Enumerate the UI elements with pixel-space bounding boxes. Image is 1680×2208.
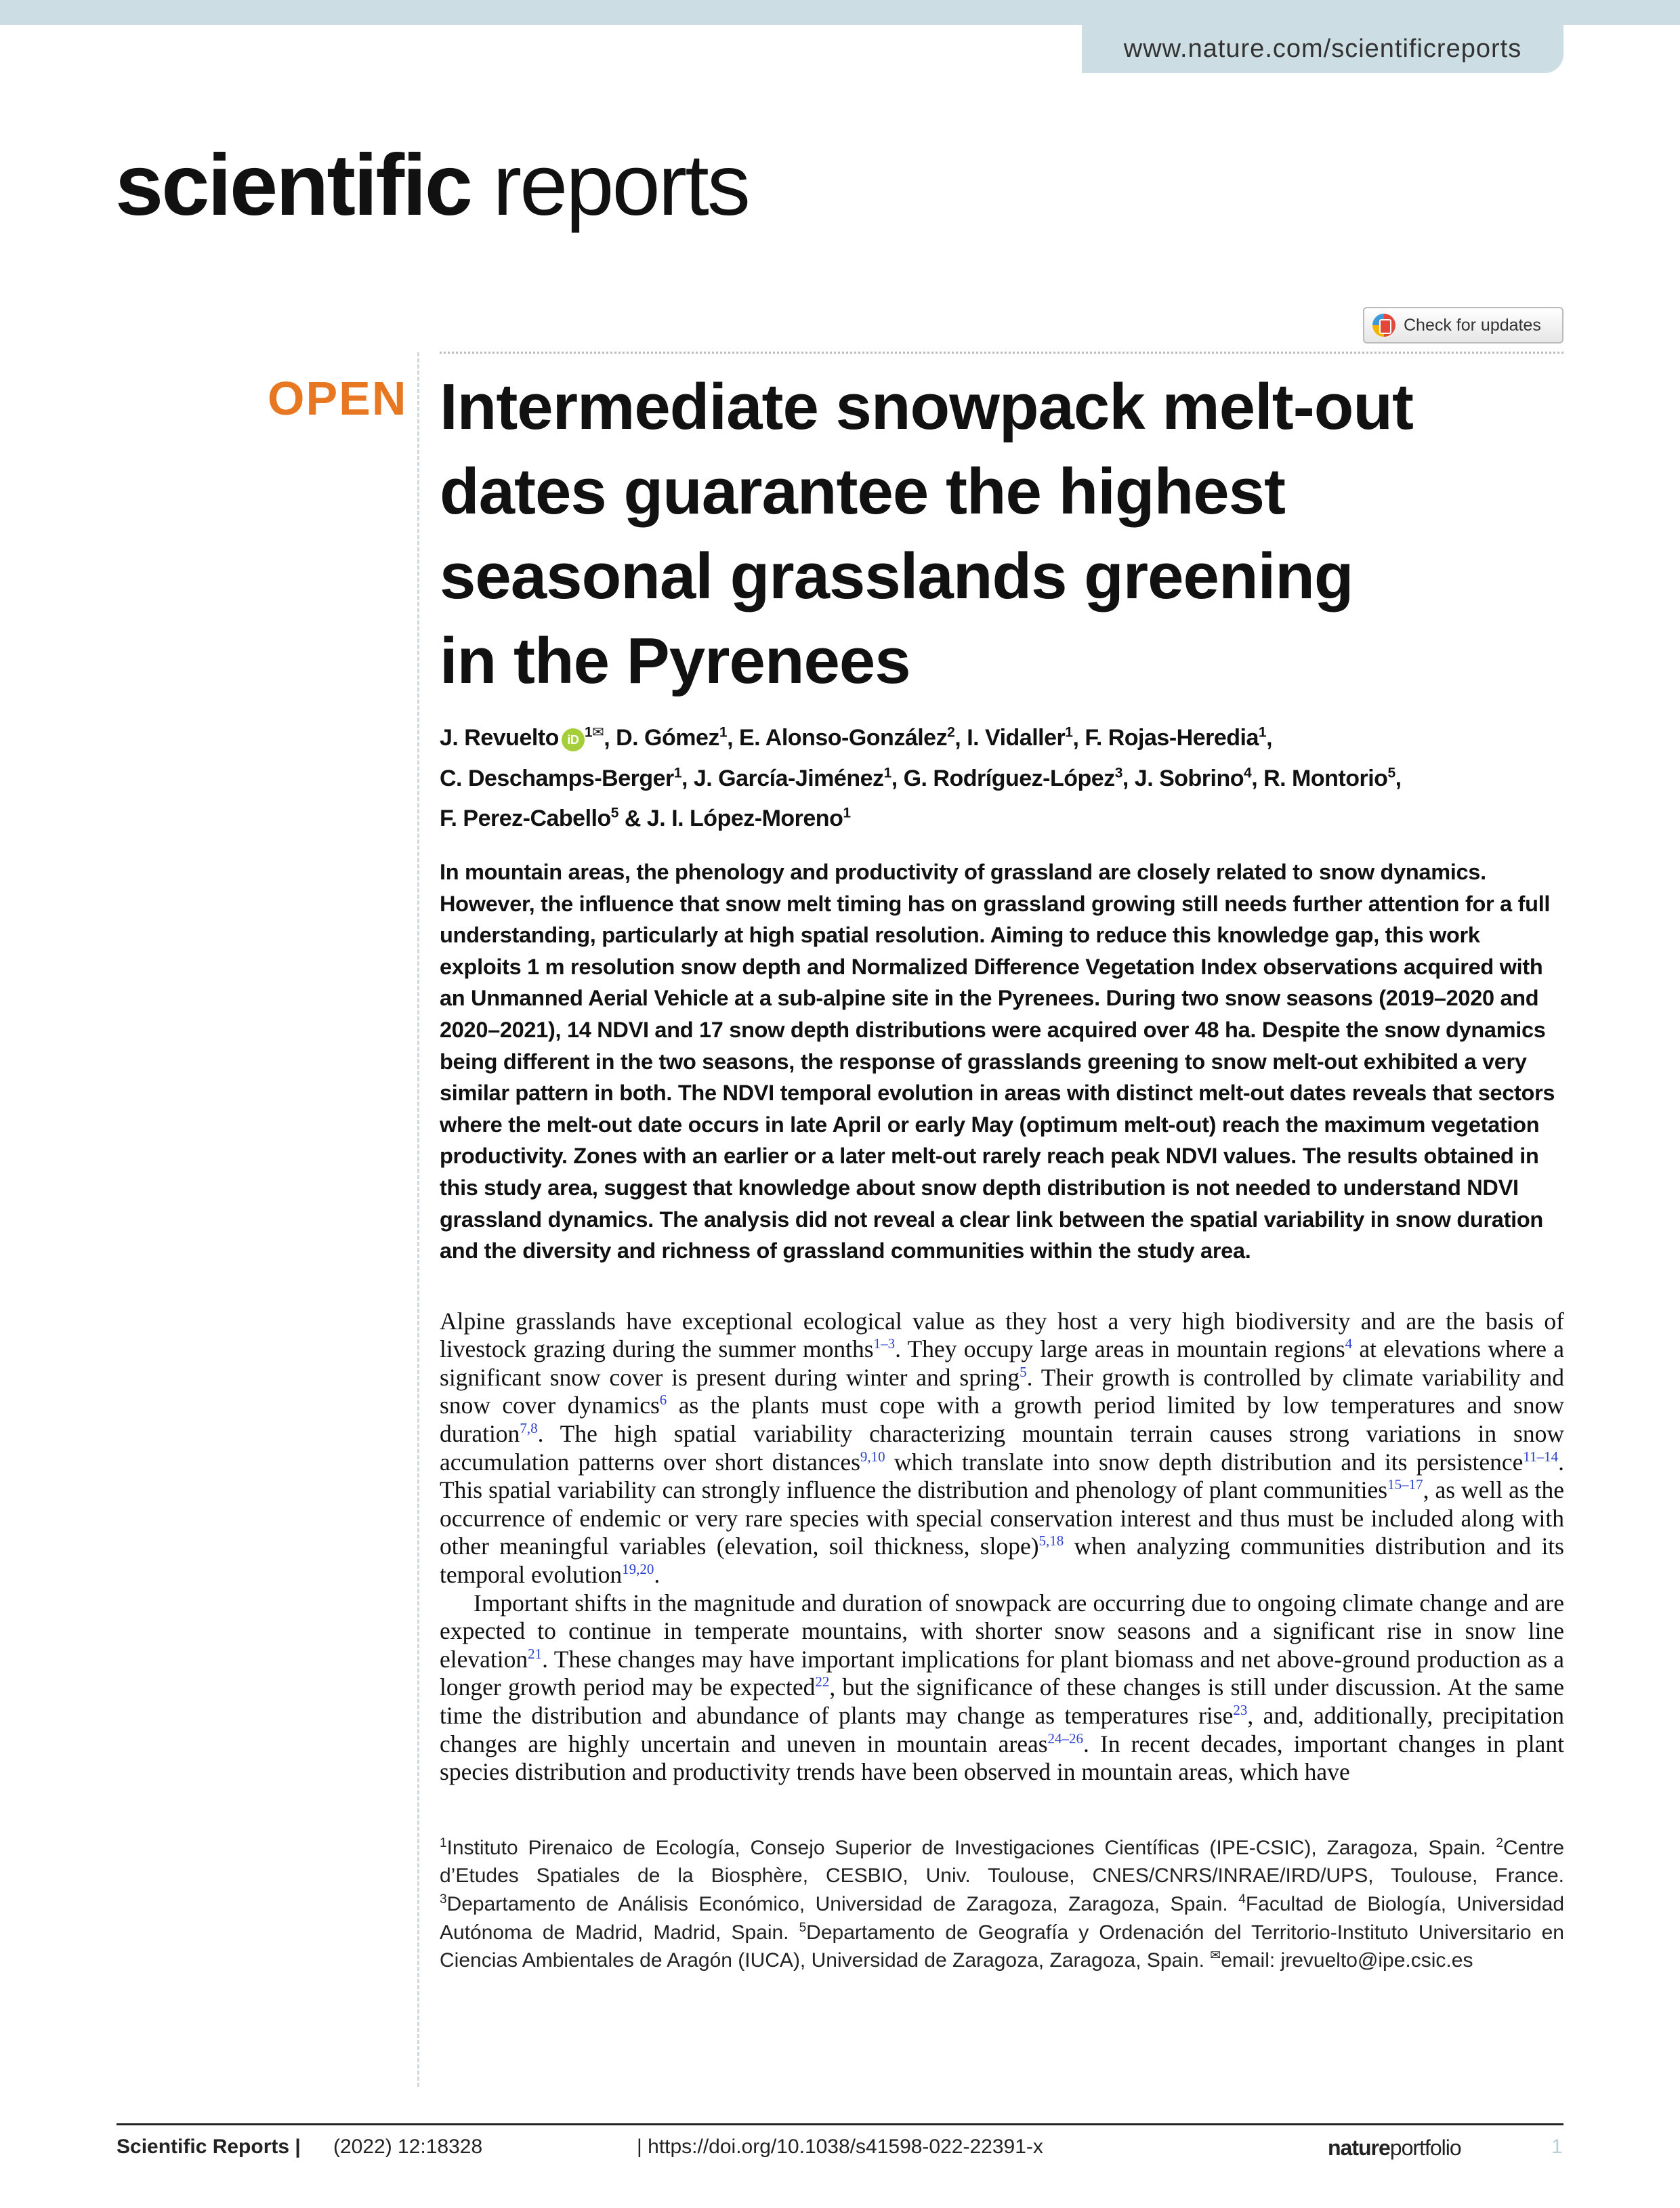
crossmark-icon [1372, 314, 1395, 337]
text-run: Important shifts in the magnitude and duration of snowpack are occurring due to ongoing climate change and are expected to continue in temperate mountains, with shorter snow seasons and a significant rise in snow line elevation [440, 1589, 1564, 1673]
check-updates-label: Check for updates [1404, 315, 1541, 335]
footer-rule [117, 2123, 1563, 2125]
author[interactable] [1135, 766, 1251, 791]
author-name: J. Revuelto [440, 725, 559, 751]
citation-link[interactable]: 5,18 [1038, 1533, 1064, 1549]
margin-rule [417, 352, 419, 2087]
abstract: In mountain areas, the phenology and productivity of grassland are closely related to snow dynamics. However, the influence that snow melt timing has on grassland growing still needs further attention for a full understanding, particularly at high spatial resolution. Aiming to reduce this knowledge gap, this work exploits 1 m resolution snow depth and Normalized Difference Vegetation Index observations acquired with an Unmanned Aerial Vehicle at a sub-alpine site in the Pyrenees. During two snow seasons (2019–2020 and 2020–2021), 14 NDVI and 17 snow depth distributions were acquired over 48 ha. Despite the snow dynamics being different in the two seasons, the response of grasslands greening to snow melt-out exhibited a very similar pattern in both. The NDVI temporal evolution in areas with distinct melt-out dates reveals that sectors where the melt-out date occurs in late April or early May (optimum melt-out) reach the maximum vegetation productivity. Zones with an earlier or a later melt-out rarely reach peak NDVI values. The results obtained in this study area, suggest that knowledge about snow depth distribution is not needed to understand NDVI grassland dynamics. The analysis did not reveal a clear link between the spatial variability in snow duration and the diversity and richness of grassland communities within the study area. [440, 859, 1555, 1264]
citation-link[interactable]: 4 [1345, 1335, 1353, 1352]
author-name: F. Perez-Cabello [440, 805, 611, 831]
author[interactable] [967, 725, 1072, 751]
citation-link[interactable]: 1–3 [873, 1335, 896, 1352]
citation-link[interactable]: 24–26 [1047, 1730, 1084, 1747]
citation-link[interactable]: 21 [528, 1646, 543, 1662]
citation-link[interactable]: 6 [659, 1392, 667, 1409]
text-run: at elevations where a significant snow cover is present during winter and spring [440, 1335, 1564, 1391]
affiliation-text: Instituto Pirenaico de Ecología, Consejo Superior de Investigaciones Científicas (IPE-CSIC), Zaragoza, Spain. [446, 1836, 1496, 1859]
author[interactable] [694, 766, 891, 791]
affiliation-marker: 1 [719, 725, 728, 741]
author-name: D. Gómez [616, 725, 719, 751]
text-run: . This spatial variability can strongly influence the distribution and phenology of plant communities [440, 1448, 1564, 1504]
article-column [440, 364, 1564, 2112]
author[interactable] [1085, 725, 1266, 751]
text-run: . Their growth is controlled by climate variability and snow cover dynamics [440, 1363, 1564, 1419]
text-run: as the plants must cope with a growth period limited by low temperatures and snow duration [440, 1392, 1565, 1448]
footer-journal: Scientific Reports | [117, 2136, 301, 2158]
citation-link[interactable]: 11–14 [1523, 1448, 1559, 1465]
logo-light: reports [492, 137, 749, 234]
author-name: E. Alonso-González [739, 725, 948, 751]
top-band [0, 0, 1680, 25]
author-name: C. Deschamps-Berger [440, 765, 674, 791]
affiliation-marker: 1 [883, 765, 891, 781]
affiliation-marker: 2 [947, 725, 955, 741]
citation-link[interactable]: 9,10 [860, 1448, 885, 1465]
affiliation-text[interactable]: email: jrevuelto@ipe.csic.es [1221, 1949, 1473, 1972]
text-run: , as well as the occurrence of endemic or very rare species with special conservation interest and thus must be included along with other meaningful variables (elevation, soil thickness, slope) [440, 1476, 1564, 1560]
text-run: Alpine grasslands have exceptional ecological value as they host a very high biodiversity and are the basis of livestock grazing during the summer months [440, 1307, 1564, 1363]
author-name: J. I. López-Moreno [646, 805, 843, 831]
affiliation-marker: 3 [1114, 765, 1122, 781]
citation-link[interactable]: 5 [1020, 1364, 1027, 1381]
email-icon[interactable]: ✉ [592, 725, 604, 741]
paragraph [440, 1589, 1564, 1787]
author-list: J. Revuelto iD $^{1✉}$, D. Gómez$^1$, E. Alonso-González$^2$, I. Vidaller$^1$, F. Rojas-Heredia$^1$, C. Deschamps-Berger$^1$, J. García-Jiménez$^1$, G. Rodríguez-López$^3$, J. Sobrino$^4$, R. Montorio$^5$, F. Perez-Cabello$^5$ & J. I. López-Moreno$^1$ [440, 725, 1402, 831]
citation-link[interactable]: 7,8 [520, 1420, 538, 1437]
text-run: , but the significance of these changes is still under discussion. At the same time the distribution and abundance of plants may change as temperatures rise [440, 1673, 1564, 1730]
author[interactable] [440, 766, 681, 791]
citation-link[interactable]: 15–17 [1387, 1476, 1423, 1493]
author[interactable] [904, 766, 1122, 791]
citation-link[interactable]: 23 [1233, 1702, 1248, 1719]
affiliation-marker: 5 [1387, 765, 1395, 781]
affiliation-number: 1 [440, 1835, 447, 1850]
divider [440, 352, 1563, 354]
orcid-icon[interactable]: iD [562, 728, 585, 751]
text-run: . In recent decades, important changes in plant species distribution and productivity trends have been observed in mountain areas, which have [440, 1730, 1564, 1786]
author-name: G. Rodríguez-López [903, 765, 1115, 791]
affiliation-number: 3 [440, 1892, 447, 1907]
paragraph [440, 1308, 1564, 1589]
author[interactable] [1263, 766, 1395, 791]
text-run: . They occupy large areas in mountain regions [895, 1335, 1345, 1363]
publisher-bold: nature [1328, 2136, 1390, 2160]
affiliations [440, 1834, 1564, 1975]
affiliation-text: Centre d’Etudes Spatiales de la Biosphère, CESBIO, Univ. Toulouse, CNES/CNRS/INRAE/IRD/UPS, Toulouse, France. [440, 1836, 1564, 1888]
affiliation-marker: 5 [610, 805, 618, 821]
author-name: J. García-Jiménez [693, 765, 884, 791]
journal-logo[interactable] [115, 136, 749, 235]
title-line: Intermediate snowpack melt-out [440, 371, 1413, 443]
title-line: in the Pyrenees [440, 625, 910, 697]
text-run: . The high spatial variability characterizing mountain terrain causes strong variations in snow accumulation patterns over short distances [440, 1420, 1564, 1476]
affiliation-text: Departamento de Geografía y Ordenación del Territorio-Instituto Universitario en Ciencias Ambientales de Aragón (IUCA), Universidad de Zaragoza, Zaragoza, Spain. [440, 1921, 1564, 1972]
text-run: when analyzing communities distribution and its temporal evolution [440, 1533, 1564, 1589]
affiliation-number: 2 [1496, 1835, 1503, 1850]
page-number: 1 [1551, 2136, 1563, 2158]
body-text [440, 1308, 1564, 1787]
title-line: seasonal grasslands greening [440, 540, 1353, 612]
author[interactable] [440, 725, 604, 751]
affiliation-marker: 1 [673, 765, 681, 781]
author[interactable] [647, 806, 851, 831]
affiliation-number: 5 [799, 1920, 807, 1935]
journal-url[interactable]: www.nature.com/scientificreports [1082, 25, 1563, 73]
citation-link[interactable]: 19,20 [622, 1561, 654, 1578]
affiliation-number: ✉ [1210, 1949, 1221, 1963]
affiliation-marker: 1 [1258, 725, 1267, 741]
affiliation-marker: 4 [1244, 765, 1252, 781]
author[interactable] [440, 806, 618, 831]
publisher-logo [1328, 2136, 1461, 2161]
title-line: dates guarantee the highest [440, 455, 1285, 528]
author[interactable] [616, 725, 727, 751]
open-access-label: OPEN [268, 372, 408, 425]
affiliation-marker: 1 [843, 805, 851, 821]
author-name: R. Montorio [1263, 765, 1388, 791]
article-title [440, 364, 1564, 703]
text-run: . [654, 1561, 660, 1589]
affiliation-marker: 1 [584, 725, 593, 741]
logo-bold: scientific [115, 137, 471, 234]
affiliation-number: 4 [1238, 1892, 1246, 1907]
author-name: F. Rojas-Heredia [1085, 725, 1259, 751]
text-run: . These changes may have important implications for plant biomass and net above-ground production as a longer growth period may be expected [440, 1645, 1564, 1701]
text-run: which translate into snow depth distribution and its persistence [885, 1448, 1524, 1476]
publisher-light: portfolio [1389, 2136, 1461, 2160]
check-for-updates-button[interactable] [1363, 307, 1563, 343]
author-name: I. Vidaller [967, 725, 1066, 751]
footer-citation: (2022) 12:18328 [333, 2136, 483, 2158]
author[interactable] [739, 725, 954, 751]
citation-link[interactable]: 22 [815, 1673, 830, 1690]
footer-doi[interactable]: | https://doi.org/10.1038/s41598-022-22391-x [637, 2136, 1043, 2158]
affiliation-text: Departamento de Análisis Económico, Universidad de Zaragoza, Zaragoza, Spain. [446, 1892, 1239, 1915]
affiliation-text: Facultad de Biología, Universidad Autónoma de Madrid, Madrid, Spain. [440, 1892, 1565, 1944]
text-run: , and, additionally, precipitation changes are highly uncertain and uneven in mountain areas [440, 1702, 1564, 1757]
author-name: J. Sobrino [1134, 765, 1244, 791]
affiliation-marker: 1 [1065, 725, 1073, 741]
